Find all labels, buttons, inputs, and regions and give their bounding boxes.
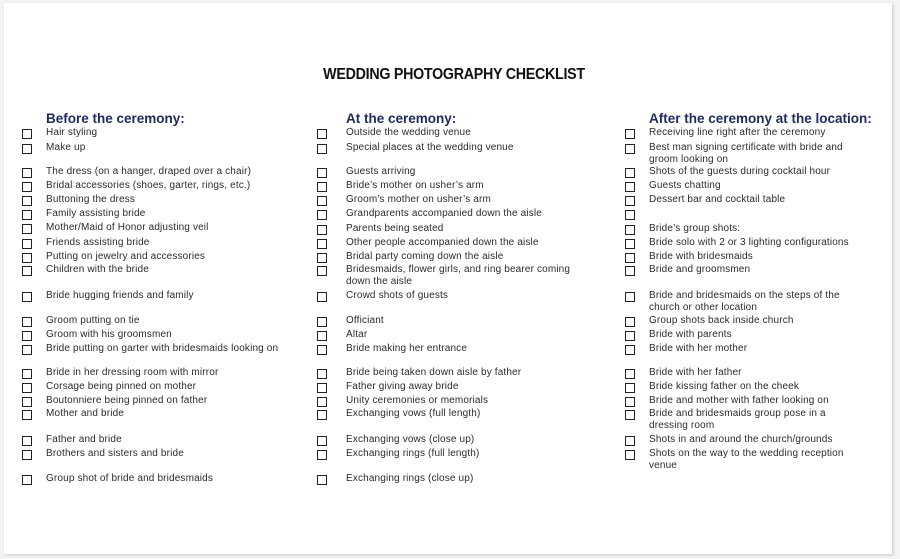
checkbox[interactable]	[22, 475, 32, 485]
checklist-item-label: Bride and bridesmaids on the steps of the church or other location	[649, 290, 840, 313]
checklist-item-label: Officiant	[346, 315, 384, 326]
checkbox[interactable]	[22, 450, 32, 460]
checklist-item-label: Bride with her mother	[649, 343, 748, 354]
checkbox[interactable]	[625, 225, 635, 235]
checklist-item-label: Bride’s group shots:	[649, 223, 741, 234]
checkbox[interactable]	[317, 475, 327, 485]
checkbox[interactable]	[22, 436, 32, 446]
checkbox[interactable]	[317, 345, 327, 355]
checkbox[interactable]	[317, 266, 327, 276]
checklist-item-label: Friends assisting bride	[46, 237, 150, 248]
checkbox[interactable]	[625, 450, 635, 460]
checkbox[interactable]	[625, 253, 635, 263]
checklist-item-label: Unity ceremonies or memorials	[346, 395, 489, 406]
checklist-item-label: Putting on jewelry and accessories	[46, 251, 206, 262]
checklist-item-label: Exchanging vows (close up)	[346, 434, 475, 445]
checklist-item-label: Best man signing certificate with bride and groom looking on	[649, 142, 843, 165]
checkbox[interactable]	[317, 182, 327, 192]
checklist-item-label: Boutonniere being pinned on father	[46, 395, 208, 406]
checklist-item-label: Bride kissing father on the cheek	[649, 381, 800, 392]
checklist-item-label: Exchanging vows (full length)	[346, 408, 481, 419]
checkbox[interactable]	[317, 253, 327, 263]
checklist-item-label: Shots in and around the church/grounds	[649, 434, 833, 445]
checklist-item-label: Bride with bridesmaids	[649, 251, 753, 262]
checkbox[interactable]	[317, 436, 327, 446]
checkbox[interactable]	[22, 397, 32, 407]
checklist-item-label: Buttoning the dress	[46, 194, 136, 205]
checklist-item-label: Receiving line right after the ceremony	[649, 127, 826, 138]
checklist-item-label: Brothers and sisters and bride	[46, 448, 184, 459]
checklist-item-label: Bride with her father	[649, 367, 742, 378]
checklist-item-label: Parents being seated	[346, 223, 444, 234]
checklist-item-label: Bride and mother with father looking on	[649, 395, 829, 406]
checklist-item-label: Bridesmaids, flower girls, and ring bearer coming down the aisle	[346, 264, 571, 287]
checkbox[interactable]	[317, 369, 327, 379]
checklist-item-label: Bride with parents	[649, 329, 732, 340]
checkbox[interactable]	[317, 210, 327, 220]
checkbox[interactable]	[625, 383, 635, 393]
checkbox[interactable]	[625, 331, 635, 341]
checklist-item-label: Children with the bride	[46, 264, 149, 275]
document-title: WEDDING PHOTOGRAPHY CHECKLIST	[323, 66, 585, 83]
checklist-item-label: Exchanging rings (full length)	[346, 448, 480, 459]
checkbox[interactable]	[317, 410, 327, 420]
checklist-item-label: Group shot of bride and bridesmaids	[46, 473, 214, 484]
checkbox[interactable]	[317, 383, 327, 393]
checklist-item-label: Shots on the way to the wedding reception venue	[649, 448, 844, 471]
checklist-item-label: Corsage being pinned on mother	[46, 381, 197, 392]
checkbox[interactable]	[22, 345, 32, 355]
checkbox[interactable]	[625, 210, 635, 220]
checklist-item-label: Exchanging rings (close up)	[346, 473, 474, 484]
checkbox[interactable]	[22, 224, 32, 234]
checklist-item-label: Guests arriving	[346, 166, 416, 177]
section-heading: Before the ceremony:	[46, 111, 185, 126]
checklist-item-label: Other people accompanied down the aisle	[346, 237, 539, 248]
checkbox[interactable]	[22, 168, 32, 178]
checkbox[interactable]	[625, 196, 635, 206]
checkbox[interactable]	[625, 239, 635, 249]
checkbox[interactable]	[22, 331, 32, 341]
checklist-item-label: Make up	[46, 142, 86, 153]
checkbox[interactable]	[625, 345, 635, 355]
checkbox[interactable]	[317, 331, 327, 341]
checkbox[interactable]	[22, 239, 32, 249]
checkbox[interactable]	[625, 266, 635, 276]
checklist-item-label: Crowd shots of guests	[346, 290, 449, 301]
checkbox[interactable]	[22, 129, 32, 139]
checkbox[interactable]	[22, 144, 32, 154]
checkbox[interactable]	[625, 397, 635, 407]
section-heading: At the ceremony:	[346, 111, 457, 126]
checkbox[interactable]	[625, 410, 635, 420]
checklist-item-label: Mother and bride	[46, 408, 125, 419]
checkbox[interactable]	[625, 292, 635, 302]
checklist-item-label: Bride making her entrance	[346, 343, 468, 354]
checklist-item-label: Special places at the wedding venue	[346, 142, 514, 153]
checkbox[interactable]	[317, 144, 327, 154]
checkbox[interactable]	[22, 196, 32, 206]
checklist-item-label: Hair styling	[46, 127, 98, 138]
checkbox[interactable]	[625, 436, 635, 446]
checklist-item-label: Family assisting bride	[46, 208, 146, 219]
checkbox[interactable]	[22, 253, 32, 263]
checklist-item-label: Bride in her dressing room with mirror	[46, 367, 219, 378]
checklist-item-label: Groom’s mother on usher’s arm	[346, 194, 491, 205]
checklist-item-label: Bride and groomsmen	[649, 264, 751, 275]
checklist-item-label: Bridal party coming down the aisle	[346, 251, 504, 262]
checkbox[interactable]	[317, 397, 327, 407]
checkbox[interactable]	[22, 383, 32, 393]
checkbox[interactable]	[22, 292, 32, 302]
section-heading: After the ceremony at the location:	[649, 111, 872, 126]
checklist-item-label: Father giving away bride	[346, 381, 459, 392]
checkbox[interactable]	[625, 129, 635, 139]
checklist-item-label: Group shots back inside church	[649, 315, 794, 326]
checkbox[interactable]	[317, 450, 327, 460]
checklist-item-label: Bridal accessories (shoes, garter, rings, etc.)	[46, 180, 251, 191]
checklist-item-label: Grandparents accompanied down the aisle	[346, 208, 542, 219]
checkbox[interactable]	[317, 292, 327, 302]
checkbox[interactable]	[22, 266, 32, 276]
checklist-item-label: Bride being taken down aisle by father	[346, 367, 522, 378]
checklist-item-label: Bride solo with 2 or 3 lighting configurations	[649, 237, 849, 248]
checkbox[interactable]	[317, 225, 327, 235]
checkbox[interactable]	[317, 129, 327, 139]
checklist-item-label: Outside the wedding venue	[346, 127, 471, 138]
checklist-item-label: Bride’s mother on usher’s arm	[346, 180, 484, 191]
checkbox[interactable]	[22, 410, 32, 420]
checklist-item-label: Altar	[346, 329, 368, 340]
checklist-item-label: Groom with his groomsmen	[46, 329, 172, 340]
checklist-item-label: Mother/Maid of Honor adjusting veil	[46, 222, 209, 233]
checklist-item-label: Shots of the guests during cocktail hour	[649, 166, 831, 177]
checklist-item-label: The dress (on a hanger, draped over a chair)	[46, 166, 252, 177]
checkbox[interactable]	[22, 182, 32, 192]
checkbox[interactable]	[625, 144, 635, 154]
checklist-item-label: Guests chatting	[649, 180, 721, 191]
checkbox[interactable]	[317, 168, 327, 178]
checkbox[interactable]	[625, 182, 635, 192]
checkbox[interactable]	[317, 239, 327, 249]
checklist-item-label: Bride and bridesmaids group pose in a dressing room	[649, 408, 826, 431]
checkbox[interactable]	[625, 168, 635, 178]
checkbox[interactable]	[625, 317, 635, 327]
checklist-item-label: Bride putting on garter with bridesmaids looking on	[46, 343, 279, 354]
checklist-item-label: Dessert bar and cocktail table	[649, 194, 786, 205]
checklist-item-label: Bride hugging friends and family	[46, 290, 194, 301]
checklist-item-label: Father and bride	[46, 434, 122, 445]
checkbox[interactable]	[22, 369, 32, 379]
checkbox[interactable]	[625, 369, 635, 379]
checkbox[interactable]	[22, 317, 32, 327]
checkbox[interactable]	[317, 317, 327, 327]
checklist-item-label: Groom putting on tie	[46, 315, 140, 326]
checkbox[interactable]	[22, 210, 32, 220]
checkbox[interactable]	[317, 196, 327, 206]
